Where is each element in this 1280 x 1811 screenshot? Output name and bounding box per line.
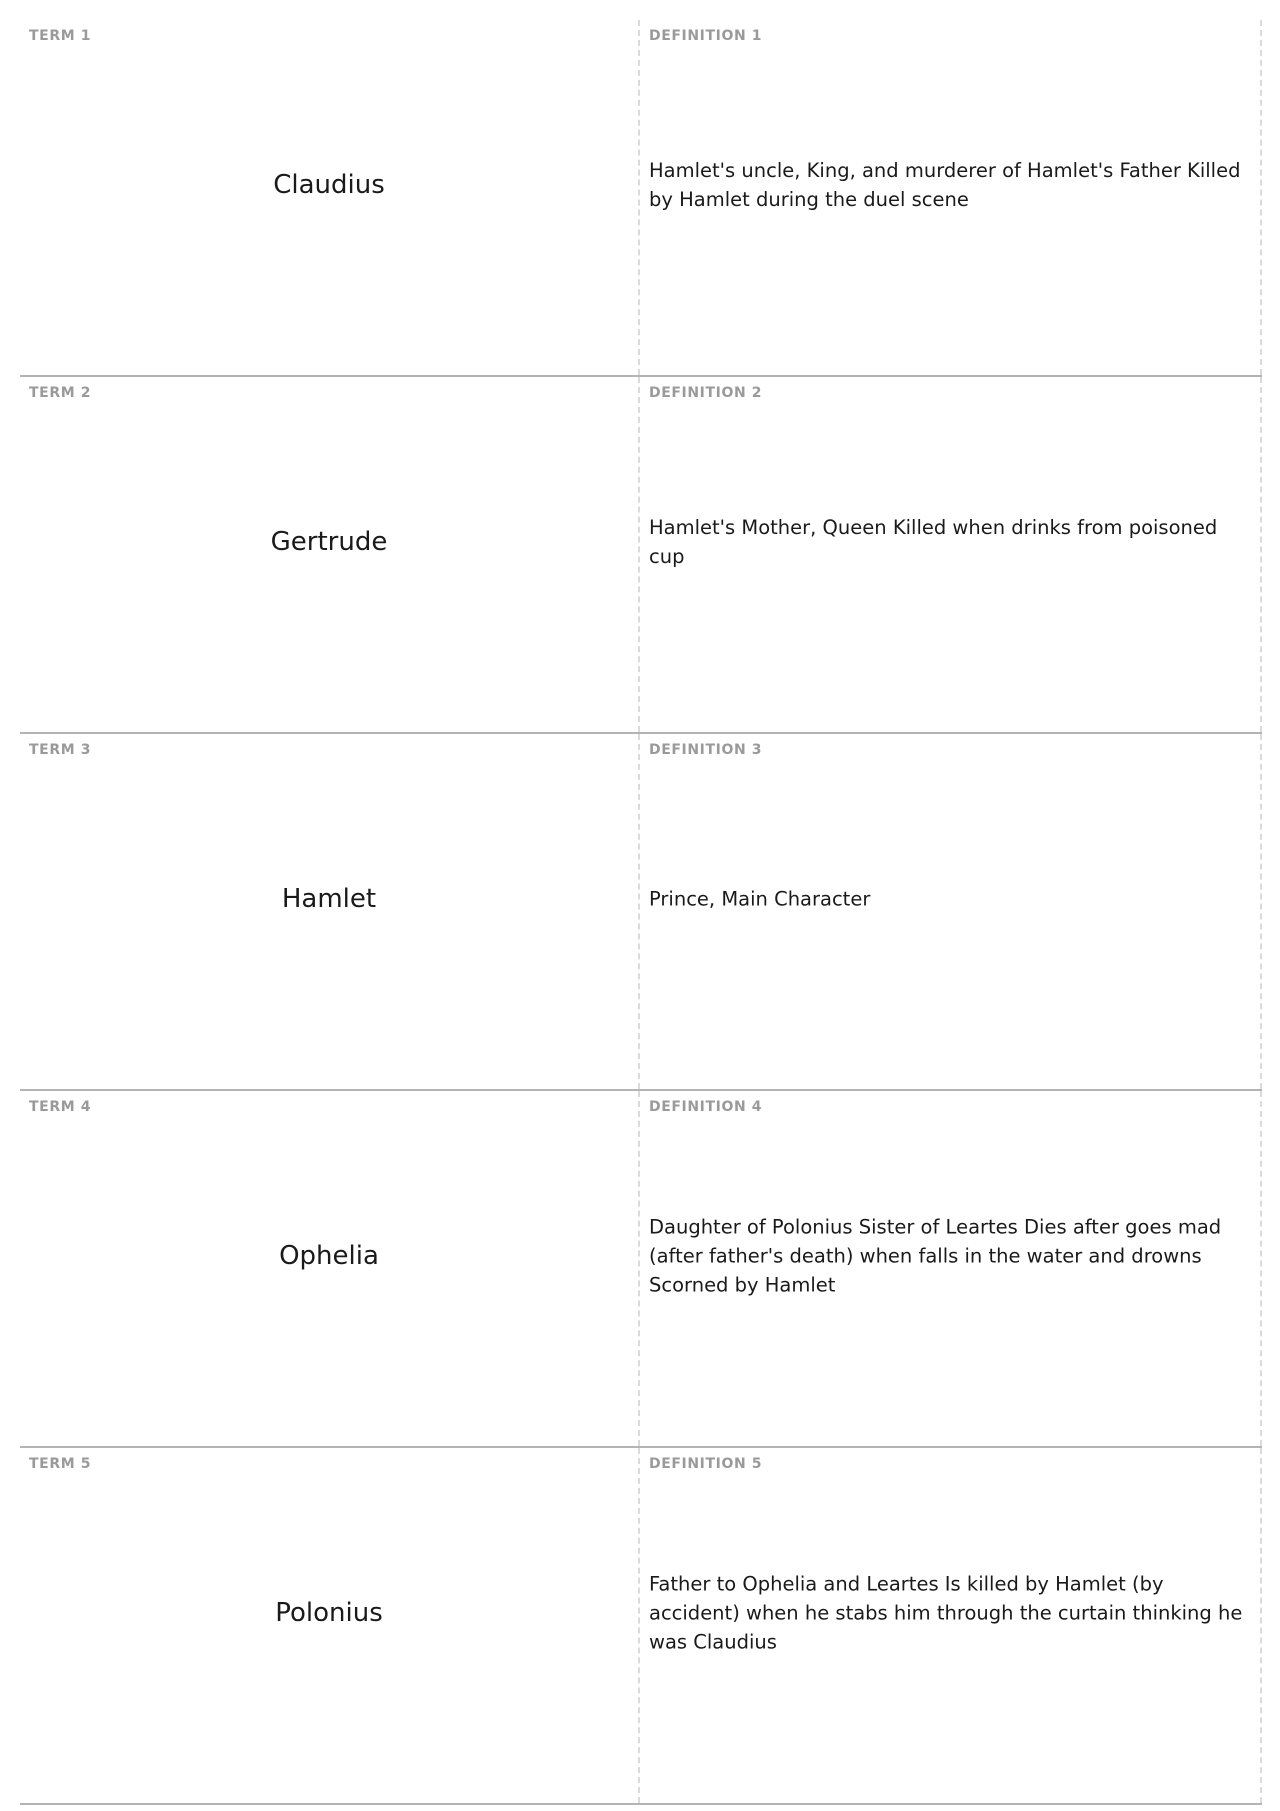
flashcard-row-2 <box>20 377 1262 734</box>
term-text: Claudius <box>273 169 385 200</box>
definition-text: Hamlet's Mother, Queen Killed when drinks from poisoned cup <box>649 515 1218 568</box>
definition-cell <box>640 377 1262 732</box>
definition-label: DEFINITION 1 <box>649 28 763 44</box>
term-cell <box>20 1091 640 1446</box>
flashcard-row-1 <box>20 20 1262 377</box>
definition-text: Prince, Main Character <box>649 887 871 910</box>
flashcard-row-4 <box>20 1091 1262 1448</box>
definition-cell <box>640 20 1262 375</box>
flashcard-row-3 <box>20 734 1262 1091</box>
term-text: Gertrude <box>270 526 388 557</box>
term-text: Polonius <box>275 1597 383 1628</box>
definition-cell <box>640 734 1262 1089</box>
definition-label: DEFINITION 4 <box>649 1099 763 1115</box>
term-label: TERM 4 <box>29 1099 92 1115</box>
flashcard-sheet <box>20 20 1262 1805</box>
definition-text: Father to Ophelia and Leartes Is killed by Hamlet (by accident) when he stabs him through the curtain thinking he was Claudius <box>649 1572 1243 1653</box>
definition-cell <box>640 1091 1262 1446</box>
definition-cell <box>640 1448 1262 1803</box>
term-text: Ophelia <box>279 1240 379 1271</box>
term-cell <box>20 377 640 732</box>
definition-text: Hamlet's uncle, King, and murderer of Hamlet's Father Killed by Hamlet during the duel scene <box>649 158 1241 211</box>
flashcard-row-5 <box>20 1448 1262 1805</box>
term-text: Hamlet <box>281 883 377 914</box>
term-cell <box>20 20 640 375</box>
definition-label: DEFINITION 2 <box>649 385 763 401</box>
term-label: TERM 3 <box>29 742 92 758</box>
definition-label: DEFINITION 5 <box>649 1456 763 1472</box>
term-cell <box>20 734 640 1089</box>
definition-label: DEFINITION 3 <box>649 742 763 758</box>
term-cell <box>20 1448 640 1803</box>
definition-text: Daughter of Polonius Sister of Leartes Dies after goes mad (after father's death) when falls in the water and drowns Scorned by Hamlet <box>649 1215 1222 1296</box>
term-label: TERM 5 <box>29 1456 92 1472</box>
term-label: TERM 2 <box>29 385 92 401</box>
term-label: TERM 1 <box>29 28 92 44</box>
